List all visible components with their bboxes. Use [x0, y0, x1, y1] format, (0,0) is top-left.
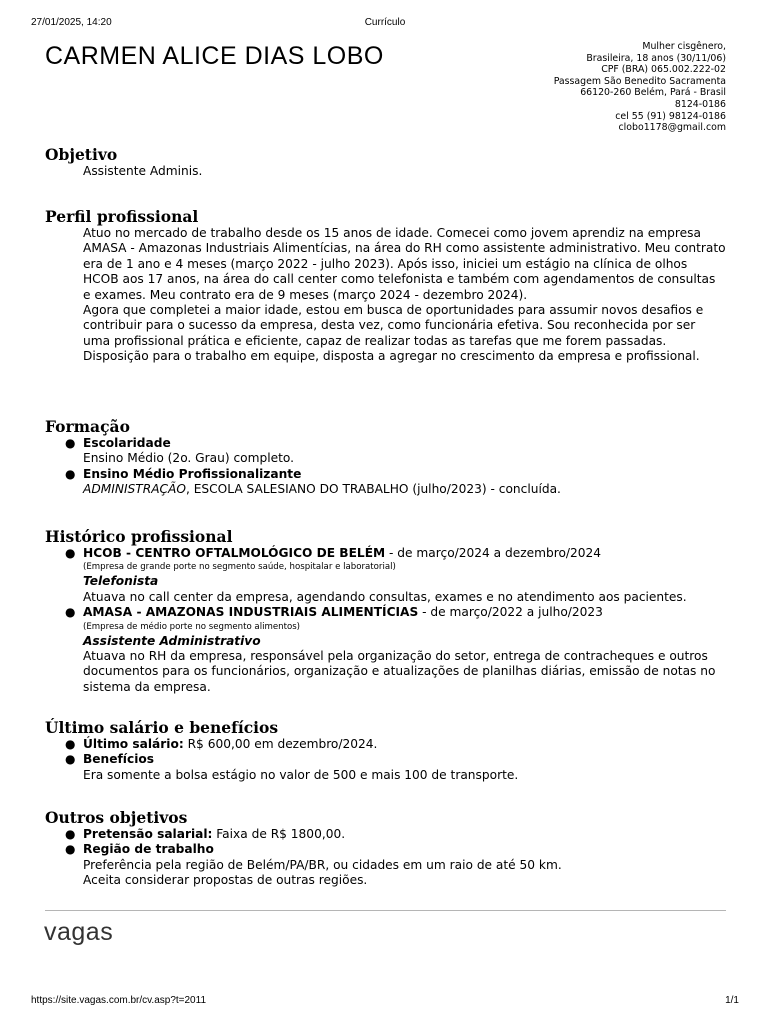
work-region-item	[65, 842, 726, 888]
benefits-label: Benefícios	[83, 752, 155, 767]
benefits-value: Era somente a bolsa estágio no valor de 500 e mais 100 de transporte.	[83, 767, 519, 782]
profile-section	[45, 208, 726, 365]
bullet-icon: ●	[65, 842, 76, 857]
contact-block	[554, 41, 726, 134]
bullet-icon: ●	[65, 752, 76, 767]
job-description: Atuava no RH da empresa, responsável pela organização do setor, entrega de contracheques e outros documentos para os funcionários, organização e atualizações de planilhas diárias, emissão de notas no sistema da empresa.	[83, 649, 716, 694]
history-heading: Histórico profissional	[45, 527, 233, 546]
job-period: - de março/2024 a dezembro/2024	[385, 546, 602, 560]
contact-gender: Mulher cisgênero,	[642, 41, 726, 52]
contact-mobile: cel 55 (91) 98124-0186	[615, 110, 726, 122]
education-item	[65, 436, 726, 467]
contact-cpf: CPF (BRA) 065.002.222-02	[601, 64, 726, 76]
contact-nationality-age: Brasileira, 18 anos (30/11/06)	[586, 52, 726, 64]
other-objectives-list	[45, 827, 726, 889]
job-company-note: (Empresa de médio porte no segmento alimentos)	[83, 621, 301, 632]
objective-heading: Objetivo	[45, 145, 118, 164]
work-region-value: Preferência pela região de Belém/PA/BR, ou cidades em um raio de até 50 km.	[83, 857, 562, 872]
salary-heading: Último salário e benefícios	[45, 718, 279, 737]
print-page-count: 1/1	[725, 995, 739, 1006]
job-period: - de março/2022 a julho/2023	[418, 605, 603, 620]
education-section	[45, 418, 726, 498]
bullet-icon: ●	[65, 466, 76, 481]
history-list	[45, 546, 726, 695]
job-description: Atuava no call center da empresa, agendando consultas, exames e no atendimento aos pacientes.	[83, 589, 687, 604]
objective-text: Assistente Adminis.	[83, 164, 203, 178]
contact-email: clobo1178@gmail.com	[618, 122, 726, 134]
expected-salary-label: Pretensão salarial:	[83, 827, 213, 841]
work-region-label: Região de trabalho	[83, 842, 214, 857]
job-company: AMASA - AMAZONAS INDUSTRIAIS ALIMENTÍCIAS	[83, 605, 419, 620]
contact-phone: 8124-0186	[674, 98, 726, 110]
profile-paragraph-2: Agora que completei a maior idade, estou em busca de oportunidades para assumir novos desafios e contribuir para o sucesso da empresa, desta vez, como funcionária efetiva. Sou reconhecida por ser uma profissional prática e eficiente, capaz de realizar todas as tarefas que me forem passadas. Disposição para o trabalho em equipe, disposta a agregar no crescimento da empresa e profissional.	[83, 303, 704, 364]
job-item	[65, 605, 726, 695]
education-list	[45, 436, 726, 498]
objective-section	[45, 146, 726, 179]
history-section	[45, 528, 726, 695]
print-footer	[31, 995, 739, 1007]
education-detail: Ensino Médio (2o. Grau) completo.	[83, 451, 295, 466]
print-title: Currículo	[364, 17, 406, 28]
last-salary-value: R$ 600,00 em dezembro/2024.	[183, 737, 378, 751]
vagas-logo: vagas	[44, 918, 114, 946]
job-role: Assistente Administrativo	[83, 633, 261, 648]
bullet-icon: ●	[65, 436, 76, 450]
bullet-icon: ●	[65, 546, 76, 560]
work-region-note: Aceita considerar propostas de outras regiões.	[83, 873, 368, 888]
education-title: Ensino Médio Profissionalizante	[83, 466, 302, 481]
candidate-name: CARMEN ALICE DIAS LOBO	[45, 42, 384, 70]
job-role: Telefonista	[83, 574, 159, 589]
education-course: ADMINISTRAÇÃO	[83, 482, 186, 497]
other-objectives-heading: Outros objetivos	[45, 808, 188, 827]
education-item	[65, 466, 726, 498]
education-heading: Formação	[45, 417, 130, 436]
expected-salary-item	[65, 827, 726, 842]
contact-city: 66120-260 Belém, Pará - Brasil	[580, 87, 726, 99]
profile-paragraph-1: Atuo no mercado de trabalho desde os 15 anos de idade. Comecei como jovem aprendiz na empresa AMASA - Amazonas Industriais Alimentícias, na área do RH como assistente administrativo. Meu contrato era de 1 ano e 4 meses (março 2022 - julho 2023). Após isso, iniciei um estágio na clínica de olhos HCOB aos 17 anos, na área do call center como telefonista e também com agendamentos de consultas e exames. Meu contrato era de 9 meses (março 2024 - dezembro 2024).	[83, 226, 726, 302]
profile-heading: Perfil profissional	[45, 207, 199, 226]
last-salary-label: Último salário:	[83, 737, 184, 751]
bullet-icon: ●	[65, 827, 76, 841]
benefits-item	[65, 752, 726, 783]
other-objectives-section	[45, 809, 726, 889]
education-title: Escolaridade	[83, 436, 171, 450]
bullet-icon: ●	[65, 737, 76, 751]
salary-list	[45, 737, 726, 783]
footer-divider	[45, 910, 726, 911]
education-detail: , ESCOLA SALESIANO DO TRABALHO (julho/2023) - concluída.	[185, 482, 561, 497]
salary-section	[45, 719, 726, 783]
salary-item	[65, 737, 726, 752]
job-company-note: (Empresa de grande porte no segmento saúde, hospitalar e laboratorial)	[83, 562, 396, 573]
print-date: 27/01/2025, 14:20	[31, 17, 112, 28]
job-item	[65, 546, 726, 605]
job-company: HCOB - CENTRO OFTALMOLÓGICO DE BELÉM	[83, 546, 386, 560]
bullet-icon: ●	[65, 605, 76, 620]
contact-street: Passagem São Benedito Sacramenta	[553, 75, 726, 87]
expected-salary-value: Faixa de R$ 1800,00.	[212, 827, 346, 841]
print-url: https://site.vagas.com.br/cv.asp?t=2011	[31, 995, 206, 1006]
